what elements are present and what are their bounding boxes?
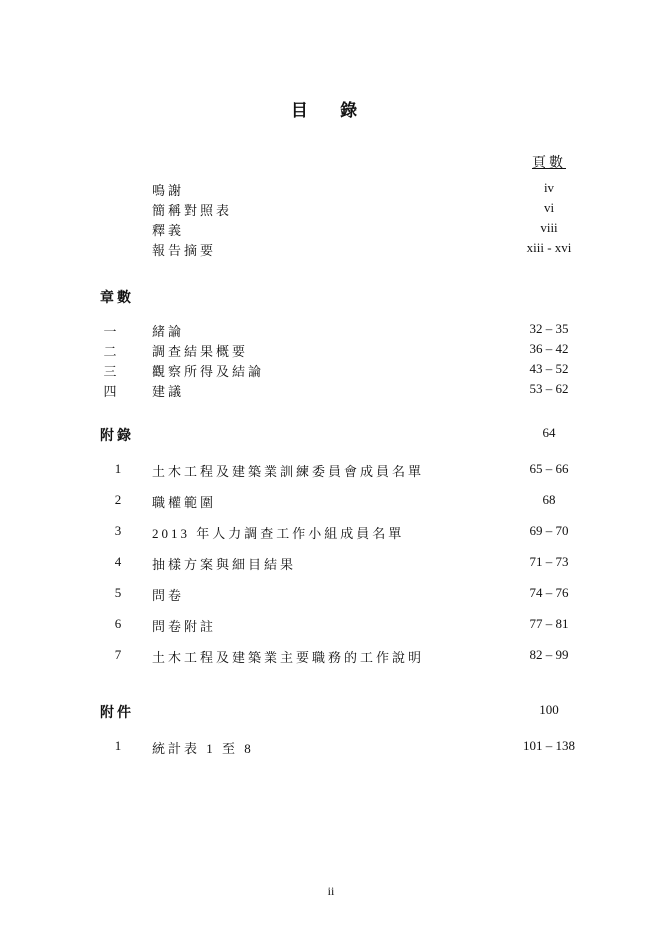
appendix-number: 6: [114, 616, 122, 631]
front-item-label: 報告摘要: [152, 243, 217, 258]
appendix-page: 68: [542, 492, 556, 507]
appendix-label: 抽樣方案與細目結果: [152, 557, 297, 572]
front-item-page: iv: [543, 180, 555, 195]
appendix-page: 77 – 81: [529, 616, 569, 631]
appendix-heading-page: 64: [542, 425, 556, 440]
appendix-page: 82 – 99: [529, 647, 569, 662]
chapter-label: 調查結果概要: [152, 344, 249, 359]
appendix-number: 7: [114, 647, 122, 662]
annex-page: 101 – 138: [523, 738, 575, 753]
chapter-page: 32 – 35: [529, 321, 569, 336]
chapter-page: 36 – 42: [529, 341, 569, 356]
appendix-page: 71 – 73: [529, 554, 569, 569]
appendix-label: 土木工程及建築業主要職務的工作說明: [152, 650, 425, 665]
appendix-label: 2013 年人力調查工作小組成員名單: [152, 526, 405, 541]
annex-heading: 附件: [100, 706, 134, 721]
front-item-page: vi: [543, 200, 555, 215]
chapter-number: 一: [103, 324, 117, 339]
appendix-label: 土木工程及建築業訓練委員會成員名單: [152, 464, 425, 479]
appendix-page: 69 – 70: [529, 523, 569, 538]
front-item-label: 簡稱對照表: [152, 203, 233, 218]
page-column-header: 頁數: [532, 156, 566, 171]
appendix-page: 74 – 76: [529, 585, 569, 600]
chapter-label: 觀察所得及結論: [152, 364, 265, 379]
appendix-label: 職權範圍: [152, 495, 217, 510]
page-title: 目 錄: [290, 101, 372, 120]
annex-heading-page: 100: [539, 702, 559, 717]
chapter-page: 43 – 52: [529, 361, 569, 376]
front-item-label: 釋義: [152, 223, 185, 238]
chapter-label: 建議: [152, 384, 185, 399]
front-item-label: 鳴謝: [152, 183, 185, 198]
annex-number: 1: [114, 738, 122, 753]
appendix-number: 5: [114, 585, 122, 600]
appendix-label: 問卷: [152, 588, 185, 603]
chapter-number: 二: [103, 344, 117, 359]
appendix-number: 2: [114, 492, 122, 507]
chapter-page: 53 – 62: [529, 381, 569, 396]
chapters-heading: 章數: [100, 291, 134, 306]
chapter-number: 三: [103, 364, 117, 379]
chapter-number: 四: [103, 384, 117, 399]
appendix-page: 65 – 66: [529, 461, 569, 476]
appendix-label: 問卷附註: [152, 619, 217, 634]
page-number: ii: [327, 884, 335, 898]
appendix-number: 3: [114, 523, 122, 538]
appendix-number: 4: [114, 554, 122, 569]
chapter-label: 緒論: [152, 324, 185, 339]
annex-label: 統計表 1 至 8: [152, 741, 254, 756]
appendix-number: 1: [114, 461, 122, 476]
front-item-page: xiii - xvi: [526, 240, 572, 255]
appendix-heading: 附錄: [100, 429, 134, 444]
front-item-page: viii: [540, 220, 558, 235]
